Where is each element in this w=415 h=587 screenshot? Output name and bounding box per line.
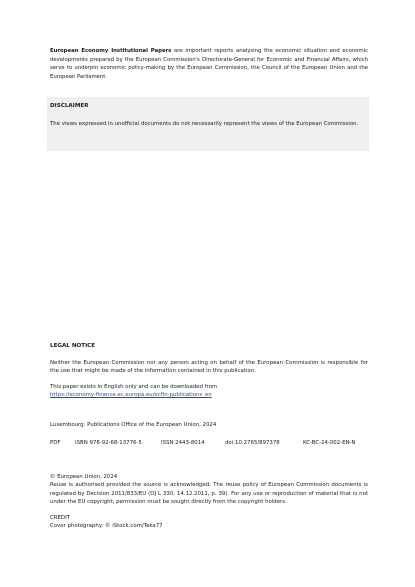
availability-text: This paper exists in English only and can be downloaded from — [50, 384, 218, 390]
intro-text: are important reports analysing the economic situation and economic developments prepared by the European Commission's Directorate-General for Economic and Financial Affairs, which serve to underpin economic policy-making by the European Commission, the Council of the European Union and the European Parliament. — [50, 48, 368, 80]
legal-notice-text: Neither the European Commission nor any person acting on behalf of the European Commission is responsible for the use that might be made of the information contained in this publication. — [50, 360, 368, 375]
publications-link[interactable]: https://economy-finance.ec.europa.eu/ecfin-publications_en — [50, 392, 212, 399]
credit-label: CREDIT — [50, 515, 70, 521]
intro-paragraph — [50, 47, 368, 81]
legal-notice-title: LEGAL NOTICE — [50, 343, 96, 349]
disclaimer-text: The views expressed in unofficial documents do not necessarily represent the views of the European Commission. — [50, 121, 359, 127]
isbn: ISBN 978-92-68-13776-5 — [75, 440, 142, 446]
intro-bold-lead: European Economy Institutional Papers — [50, 48, 172, 54]
copyright-line: © European Union, 2024 — [50, 474, 118, 480]
issn: ISSN 2443-8014 — [161, 440, 205, 446]
format-label: PDF — [50, 440, 61, 446]
catalogue-number: KC-BC-24-002-EN-N — [303, 440, 356, 446]
disclaimer-title: DISCLAIMER — [50, 103, 89, 109]
credit-text: Cover photography: © iStock.com/Teka77 — [50, 523, 163, 530]
copyright-block — [50, 473, 368, 507]
availability-note — [50, 383, 217, 400]
reuse-policy-text: Reuse is authorised provided the source is acknowledged. The reuse policy of European Commission documents is regulated by Decision 2011/833/EU (OJ L 330, 14.12.2011, p. 39). For any use or reproduction of material that is not under the EU copyright, permission must be sought directly from the copyright holders. — [50, 482, 368, 506]
publisher-line: Luxembourg: Publications Office of the European Union, 2024 — [50, 422, 217, 428]
credit-block — [50, 514, 163, 531]
disclaimer-box — [47, 97, 369, 151]
doi: doi:10.2765/897378 — [225, 440, 280, 446]
